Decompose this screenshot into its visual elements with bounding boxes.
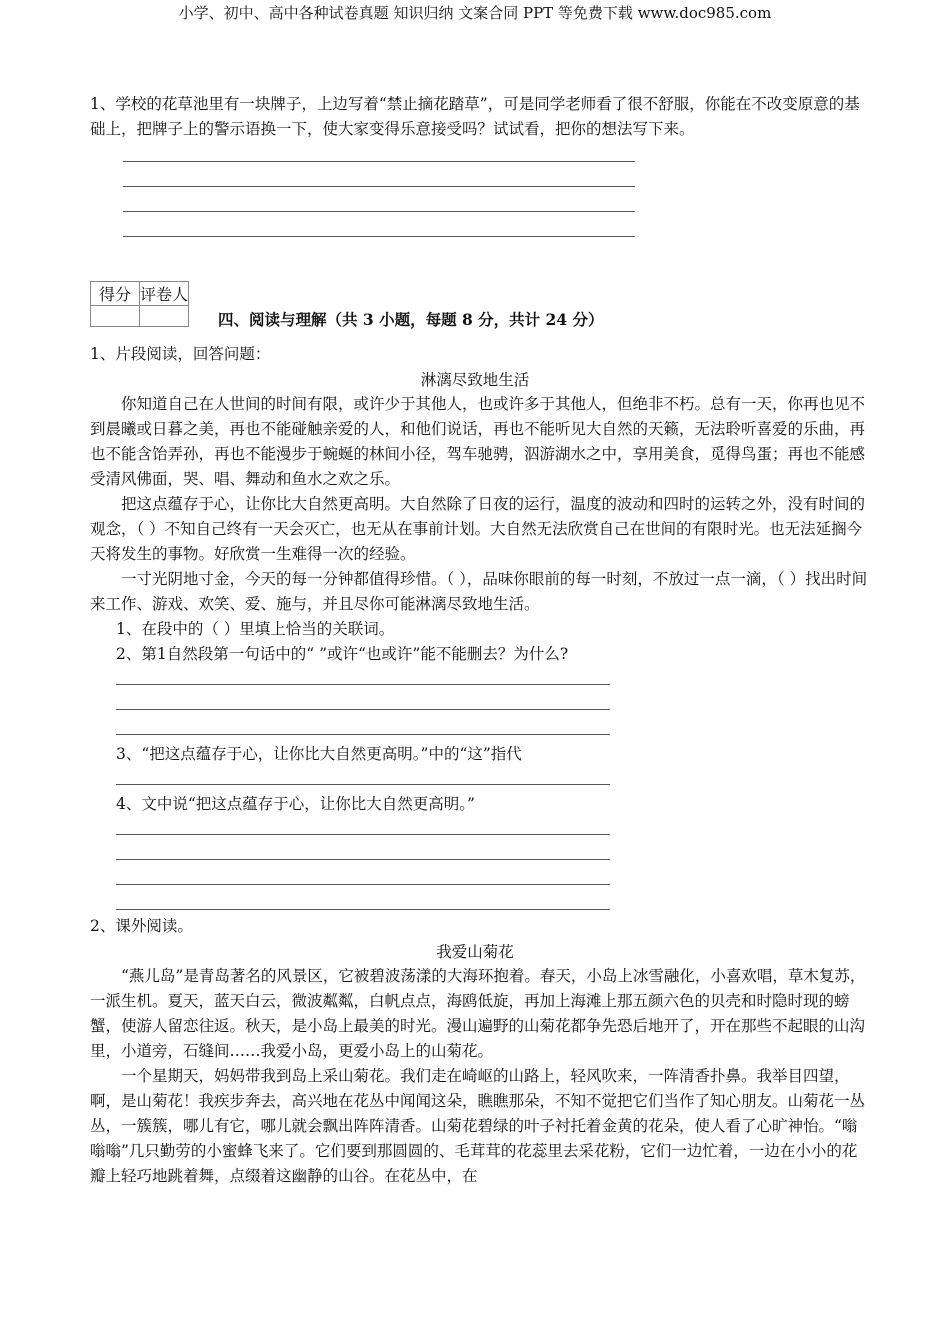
reading1-paragraph-2: 把这点蕴存于心，让你比大自然更高明。大自然除了日夜的运行，温度的波动和四时的运转之外，没有时间的观念，（ ）不知自己终有一天会灭亡，也无从在事前计划。大自然无法欣赏自己在世间的有限时光。也无法延搁今天将发生的事物。好欣赏一生难得一次的经验。 [90,495,866,563]
answer-line [116,709,610,710]
reading2-paragraph-2: 一个星期天，妈妈带我到岛上采山菊花。我们走在崎岖的山路上，轻风吹来，一阵清香扑鼻。我举目四望，啊，是山菊花！我疾步奔去，高兴地在花丛中闻闻这朵，瞧瞧那朵，不知不觉把它们当作了知心朋友。山菊花一丛丛，一簇簇，哪儿有它，哪儿就会飘出阵阵清香。山菊花碧绿的叶子衬托着金黄的花朵，使人看了心旷神怡。“嗡嗡嗡”几只勤劳的小蜜蜂飞来了。它们要到那圆圆的、毛茸茸的花蕊里去采花粉，它们一边忙着，一边在小小的花瓣上轻巧地跳着舞，点缀着这幽静的山谷。在花丛中，在 [90,1067,866,1185]
answer-line [116,784,610,785]
score-table [90,281,189,327]
score-label: 得分 [91,282,140,306]
reading1-title: 淋漓尽致地生活 [420,371,530,389]
reading2-paragraph-1: “燕儿岛”是青岛著名的风景区，它被碧波荡漾的大海环抱着。春天，小岛上冰雪融化，小喜欢唱，草木复苏，一派生机。夏天，蓝天白云，微波粼粼，白帆点点，海鸥低旋，再加上海滩上那五颜六色的贝壳和时隐时现的螃蟹，使游人留恋往返。秋天，是小岛上最美的时光。漫山遍野的山菊花都争先恐后地开了，开在那些不起眼的山沟里，小道旁，石缝间……我爱小岛，更爱小岛上的山菊花。 [90,967,866,1060]
answer-line [123,236,635,237]
answer-line [116,684,610,685]
reading1-q3: 3、“把这点蕴存于心，让你比大自然更高明。”中的“这”指代 [116,745,522,763]
reading1-paragraph-1: 你知道自己在人世间的时间有限，或许少于其他人，也或许多于其他人，但绝非不朽。总有一天，你再也见不到晨曦或日暮之美，再也不能碰触亲爱的人，和他们说话，再也不能听见大自然的天籁，无法聆听喜爱的乐曲，再也不能含饴弄孙，再也不能漫步于蜿蜒的林间小径，驾车驰骋，泅游湖水之中，享用美食，觅得鸟蛋；再也不能感受清风佛面，哭、唱、舞动和鱼水之欢之乐。 [90,395,866,488]
answer-line [116,884,610,885]
answer-line [123,161,635,162]
question-sign: 1、学校的花草池里有一块牌子，上边写着“禁止摘花踏草”，可是同学老师看了很不舒服，你能在不改变原意的基础上，把牌子上的警示语换一下，使大家变得乐意接受吗？试试看，把你的想法写下来。 [90,95,860,138]
answer-line [123,211,635,212]
reviewer-cell [140,306,189,327]
answer-line [123,186,635,187]
reading1-q1: 1、在段中的（ ）里填上恰当的关联词。 [116,620,395,638]
page-header: 小学、初中、高中各种试卷真题 知识归纳 文案合同 PPT 等免费下载 www.doc985.com [178,4,772,22]
reviewer-label: 评卷人 [140,282,189,306]
reading1-q4: 4、文中说“把这点蕴存于心，让你比大自然更高明。” [116,795,475,813]
reading2-title: 我爱山菊花 [436,943,514,961]
answer-line [116,859,610,860]
section-title: 四、阅读与理解（共 3 小题，每题 8 分，共计 24 分） [218,310,604,329]
reading2-intro: 2、课外阅读。 [90,917,193,935]
answer-line [116,734,610,735]
answer-line [116,834,610,835]
reading1-paragraph-3: 一寸光阴地寸金，今天的每一分钟都值得珍惜。（ ），品味你眼前的每一时刻，不放过一点一滴，（ ）找出时间来工作、游戏、欢笑、爱、施与，并且尽你可能淋漓尽致地生活。 [90,570,868,613]
reading1-q2: 2、第1自然段第一句话中的“ ”或许“也或许”能不能删去？为什么? [116,645,569,663]
reading1-intro: 1、片段阅读，回答问题： [90,345,271,363]
answer-line [116,909,610,910]
score-cell [91,306,140,327]
